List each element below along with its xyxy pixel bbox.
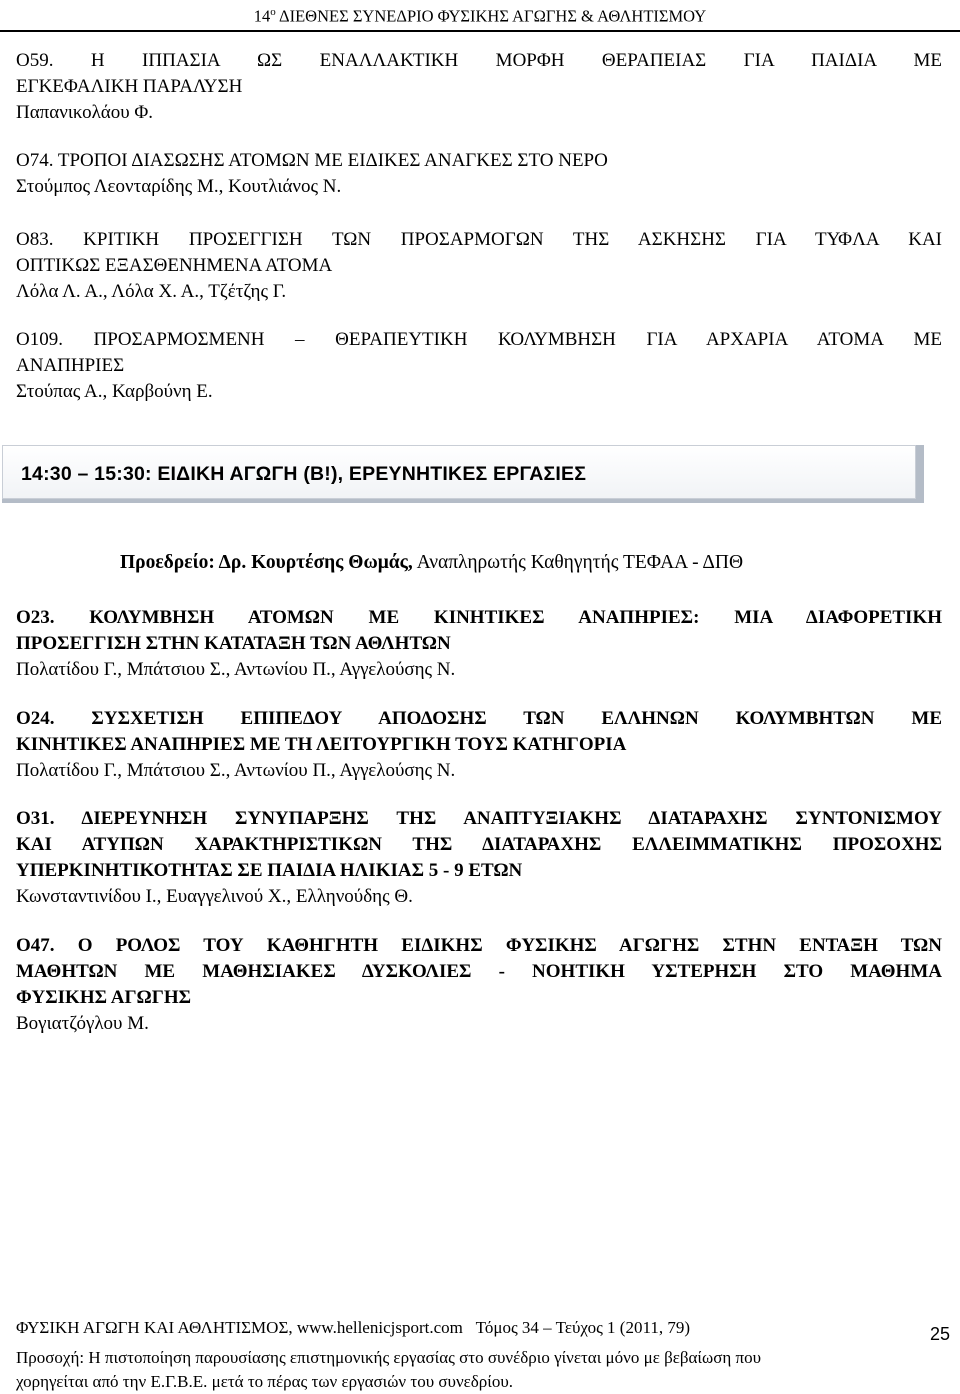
entry-title-line: ΑΝΑΠΗΡΙΕΣ [16, 355, 125, 376]
entry-title-line: Ο47. Ο ΡΟΛΟΣ ΤΟΥ ΚΑΘΗΓΗΤΗ ΕΙΔΙΚΗΣ ΦΥΣΙΚΗΣ ΑΓΩΓΗΣ ΣΤΗΝ ΕΝΤΑΞΗ ΤΩΝ [16, 935, 942, 956]
entry-authors: Βογιατζόγλου Μ. [16, 1013, 149, 1034]
entry-authors: Πολατίδου Γ., Μπάτσιου Σ., Αντωνίου Π., Αγγελούσης Ν. [16, 659, 456, 680]
entry-title-line: Ο59. Η ΙΠΠΑΣΙΑ ΩΣ ΕΝΑΛΛΑΚΤΙΚΗ ΜΟΡΦΗ ΘΕΡΑΠΕΙΑΣ ΓΙΑ ΠΑΙΔΙΑ ΜΕ [16, 50, 942, 71]
entry-title-line: ΕΓΚΕΦΑΛΙΚΗ ΠΑΡΑΛΥΣΗ [16, 76, 243, 97]
entry-o74 [16, 148, 942, 200]
entry-title-line: ΦΥΣΙΚΗΣ ΑΓΩΓΗΣ [16, 987, 192, 1008]
entry-title-line: Ο24. ΣΥΣΧΕΤΙΣΗ ΕΠΙΠΕΔΟΥ ΑΠΟΔΟΣΗΣ ΤΩΝ ΕΛΛΗΝΩΝ ΚΟΛΥΜΒΗΤΩΝ ΜΕ [16, 708, 942, 729]
entry-authors: Πολατίδου Γ., Μπάτσιου Σ., Αντωνίου Π., Αγγελούσης Ν. [16, 760, 456, 781]
entry-title-line: ΚΑΙ ΑΤΥΠΩΝ ΧΑΡΑΚΤΗΡΙΣΤΙΚΩΝ ΤΗΣ ΔΙΑΤΑΡΑΧΗΣ ΕΛΛΕΙΜΜΑΤΙΚΗΣ ΠΡΟΣΟΧΗΣ [16, 834, 942, 855]
entry-authors: Παπανικολάου Φ. [16, 102, 154, 123]
conference-number: 14 [253, 6, 271, 26]
entry-o31 [16, 806, 942, 910]
conference-title: ΔΙΕΘΝΕΣ ΣΥΝΕΔΡΙΟ ΦΥΣΙΚΗΣ ΑΓΩΓΗΣ & ΑΘΛΗΤΙΣΜΟΥ [279, 6, 707, 26]
entry-title-line: ΠΡΟΣΕΓΓΙΣΗ ΣΤΗΝ ΚΑΤΑΤΑΞΗ ΤΩΝ ΑΘΛΗΤΩΝ [16, 633, 451, 654]
session-banner-face [2, 445, 916, 499]
entry-title-line: Ο23. ΚΟΛΥΜΒΗΣΗ ΑΤΟΜΩΝ ΜΕ ΚΙΝΗΤΙΚΕΣ ΑΝΑΠΗΡΙΕΣ: ΜΙΑ ΔΙΑΦΟΡΕΤΙΚΗ [16, 607, 942, 628]
session-title: 14:30 – 15:30: ΕΙΔΙΚΗ ΑΓΩΓΗ (Β!), ΕΡΕΥΝΗΤΙΚΕΣ ΕΡΓΑΣΙΕΣ [21, 463, 587, 485]
entry-title-line: ΥΠΕΡΚΙΝΗΤΙΚΟΤΗΤΑΣ ΣΕ ΠΑΙΔΙΑ ΗΛΙΚΙΑΣ 5 - 9 ΕΤΩΝ [16, 860, 523, 881]
entry-authors: Κωνσταντινίδου Ι., Ευαγγελινού Χ., Ελληνούδης Θ. [16, 886, 413, 907]
session-chair [120, 550, 743, 576]
entry-o23 [16, 605, 942, 683]
ordinal-superscript: ο [270, 6, 276, 18]
footer-notice-line: Προσοχή: Η πιστοποίηση παρουσίασης επιστημονικής εργασίας στο συνέδριο γίνεται μόνο με βεβαίωση που [16, 1348, 762, 1367]
footer-journal-line [16, 1316, 690, 1340]
entry-authors: Λόλα Λ. Α., Λόλα Χ. Α., Τζέτζης Γ. [16, 281, 287, 302]
entry-o59 [16, 48, 942, 126]
footer-top-row [16, 1316, 950, 1346]
entry-title-line: Ο74. ΤΡΟΠΟΙ ΔΙΑΣΩΣΗΣ ΑΤΟΜΩΝ ΜΕ ΕΙΔΙΚΕΣ ΑΝΑΓΚΕΣ ΣΤΟ ΝΕΡΟ [16, 150, 608, 171]
page-number: 25 [929, 1324, 950, 1344]
entry-title-line: ΚΙΝΗΤΙΚΕΣ ΑΝΑΠΗΡΙΕΣ ΜΕ ΤΗ ΛΕΙΤΟΥΡΓΙΚΗ ΤΟΥΣ ΚΑΤΗΓΟΡΙΑ [16, 734, 627, 755]
journal-volume: Τόμος 34 – Τεύχος 1 (2011, 79) [475, 1318, 690, 1337]
entry-o47 [16, 933, 942, 1037]
entry-authors: Στούμπος Λεονταρίδης Μ., Κουτλιάνος Ν. [16, 176, 342, 197]
chair-label: Προεδρείο: Δρ. Κουρτέσης Θωμάς, [120, 552, 413, 573]
entry-authors: Στούπας Α., Καρβούνη Ε. [16, 381, 213, 402]
running-header [0, 0, 960, 32]
footer-notice-line: χορηγείται από την Ε.Γ.Β.Ε. μετά το πέρας των εργασιών του συνεδρίου. [16, 1372, 514, 1391]
session-banner [2, 445, 924, 503]
entry-title-line: Ο31. ΔΙΕΡΕΥΝΗΣΗ ΣΥΝΥΠΑΡΞΗΣ ΤΗΣ ΑΝΑΠΤΥΞΙΑΚΗΣ ΔΙΑΤΑΡΑΧΗΣ ΣΥΝΤΟΝΙΣΜΟΥ [16, 808, 942, 829]
entry-o109 [16, 327, 942, 405]
entry-title-line: ΜΑΘΗΤΩΝ ΜΕ ΜΑΘΗΣΙΑΚΕΣ ΔΥΣΚΟΛΙΕΣ - ΝΟΗΤΙΚΗ ΥΣΤΕΡΗΣΗ ΣΤΟ ΜΑΘΗΜΑ [16, 961, 942, 982]
entry-o24 [16, 706, 942, 784]
page-footer [16, 1316, 950, 1394]
entry-title-line: ΟΠΤΙΚΩΣ ΕΞΑΣΘΕΝΗΜΕΝΑ ΑΤΟΜΑ [16, 255, 333, 276]
chair-role: Αναπληρωτής Καθηγητής ΤΕΦΑΑ - ΔΠΘ [416, 552, 744, 573]
entry-title-line: Ο109. ΠΡΟΣΑΡΜΟΣΜΕΝΗ – ΘΕΡΑΠΕΥΤΙΚΗ ΚΟΛΥΜΒΗΣΗ ΓΙΑ ΑΡΧΑΡΙΑ ΑΤΟΜΑ ΜΕ [16, 329, 942, 350]
journal-name: ΦΥΣΙΚΗ ΑΓΩΓΗ ΚΑΙ ΑΘΛΗΤΙΣΜΟΣ, www.hellenicjsport.com [16, 1318, 463, 1337]
entry-o83 [16, 227, 942, 305]
entry-title-line: Ο83. ΚΡΙΤΙΚΗ ΠΡΟΣΕΓΓΙΣΗ ΤΩΝ ΠΡΟΣΑΡΜΟΓΩΝ ΤΗΣ ΑΣΚΗΣΗΣ ΓΙΑ ΤΥΦΛΑ ΚΑΙ [16, 229, 942, 250]
